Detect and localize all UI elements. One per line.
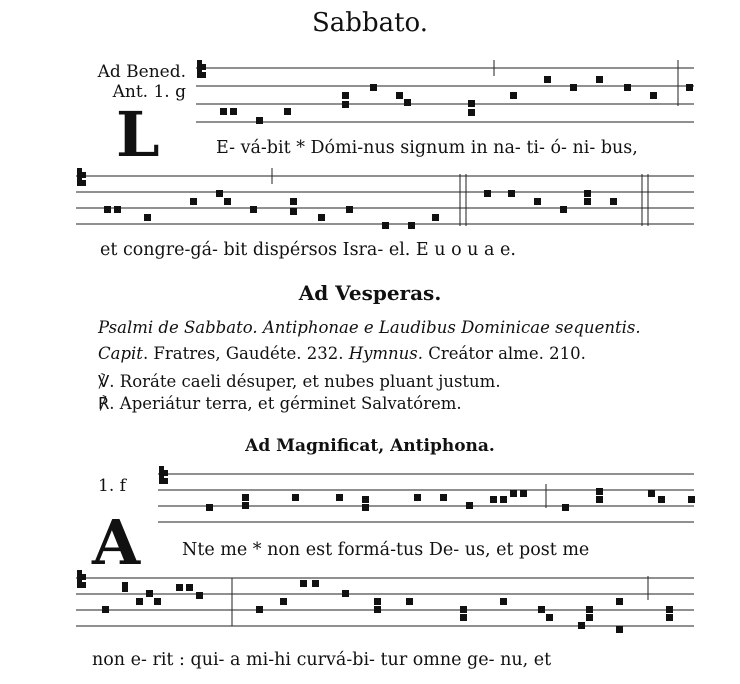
magnificat-heading: Ad Magnificat, Antiphona. <box>245 436 495 456</box>
page-title: Sabbato. <box>311 8 428 38</box>
capit-text: . Fratres, Gaudéte. 232. <box>142 344 349 363</box>
magnificat-initial: A <box>92 506 141 579</box>
capit-line <box>98 344 586 363</box>
benedictus-label <box>86 62 186 102</box>
versicle-text: Roráte caeli désuper, et nubes pluant justum. <box>114 372 501 391</box>
benedictus-staff-1 <box>196 60 696 130</box>
response-symbol: ℟. <box>98 394 115 413</box>
benedictus-initial: L <box>116 98 160 171</box>
vespers-heading: Ad Vesperas. <box>298 281 442 305</box>
hymnus-label: Hymnus. <box>348 344 424 363</box>
benedictus-mode-label: Ant. 1. g <box>112 82 186 102</box>
versicle-line <box>98 372 501 391</box>
hymnus-text: Creátor alme. 210. <box>423 344 586 363</box>
benedictus-lyrics-line1: E- vá-bit * Dómi-nus signum in na- ti- ó- ni- bus, <box>216 138 638 158</box>
magnificat-staff-1 <box>158 466 698 526</box>
magnificat-lyrics-line1: Nte me * non est formá-tus De- us, et post me <box>182 540 590 560</box>
psalms-line: Psalmi de Sabbato. Antiphonae e Laudibus Dominicae sequentis. <box>98 318 641 337</box>
benedictus-label-line1: Ad Bened. <box>97 62 186 82</box>
response-text: Aperiátur terra, et gérminet Salvatórem. <box>114 394 462 413</box>
response-line <box>98 394 462 413</box>
magnificat-mode-label: 1. f <box>98 476 126 496</box>
benedictus-lyrics-line2: et congre-gá- bit dispérsos Isra- el. E u o u a e. <box>100 240 516 260</box>
magnificat-staff-2 <box>76 570 696 640</box>
versicle-symbol: ℣. <box>98 372 115 391</box>
capit-label: Capit <box>98 344 143 363</box>
benedictus-staff-2 <box>76 168 696 238</box>
magnificat-lyrics-line2: non e- rit : qui- a mi-hi curvá-bi- tur omne ge- nu, et <box>92 650 552 670</box>
